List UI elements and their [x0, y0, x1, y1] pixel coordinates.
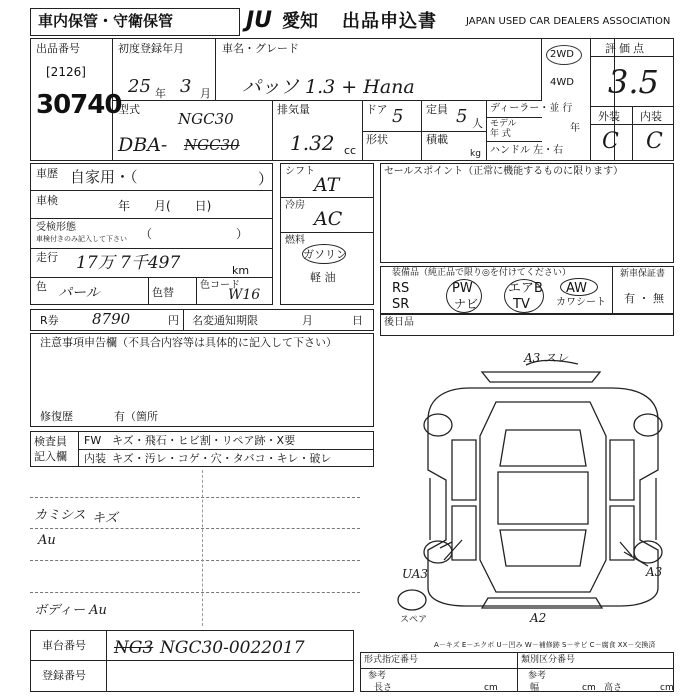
fuel-gasoline: ガソリン: [303, 248, 347, 261]
inspector-label: 検査員: [34, 435, 67, 448]
registration-month-value: 3: [180, 76, 192, 97]
after-goods-box: [380, 314, 674, 336]
option-pw: PW: [452, 281, 473, 296]
circle-pw-navi: [446, 279, 482, 313]
handwritten-note-2: キズ: [92, 511, 118, 526]
interior-grade-label: 内装: [640, 110, 662, 123]
registration-number-label: 登録番号: [42, 669, 86, 682]
warranty-value: 有 ・ 無: [624, 292, 664, 305]
recycle-unit: 円: [168, 314, 179, 327]
lot-label: 出品番号: [36, 42, 80, 55]
damage-mark-left: UA3: [402, 567, 429, 581]
sales-points-box: [380, 163, 674, 263]
history-value: 自家用・（: [70, 168, 138, 186]
dealer-parallel-label: ディーラー・並 行: [490, 103, 573, 114]
displacement-value: 1.32: [290, 131, 335, 155]
category-label: 類別区分番号: [521, 655, 576, 665]
length-label: 長さ: [374, 683, 393, 693]
model-year-label-2: 年 式: [490, 129, 511, 139]
model-type-label: 型式: [118, 103, 140, 116]
capacity-value: 5: [456, 106, 468, 127]
exterior-grade-label: 外装: [598, 110, 620, 123]
sales-points-label: セールスポイント（正常に機能するものに限ります）: [384, 166, 624, 177]
registration-year-unit: 年: [155, 87, 166, 100]
model-type-prefix: DBA-: [118, 134, 168, 156]
receipt-note: 車検付きのみ記入して下さい: [36, 235, 127, 243]
registration-month-unit: 月: [200, 87, 211, 100]
doors-label: ドア: [366, 103, 388, 116]
spare-tire-label: スペア: [400, 615, 428, 625]
evaluation-label: 評価点: [605, 42, 647, 55]
model-type-crossed: NGC30: [184, 136, 240, 154]
interior-label: 内装: [84, 452, 106, 465]
name-change-label: 名変通知期限: [192, 314, 258, 327]
color-code-label: 色コード: [200, 280, 240, 291]
load-unit: kg: [470, 149, 481, 159]
first-registration-label: 初度登録年月: [118, 42, 184, 55]
lot-number: 30740: [36, 90, 122, 120]
doors-value: 5: [392, 106, 404, 127]
receipt-paren: （ ）: [140, 227, 249, 241]
chassis-crossed: NG3: [114, 638, 154, 658]
capacity-label: 定員: [426, 103, 448, 116]
inspection-date: 年 月( 日): [118, 199, 212, 213]
load-label: 積載: [426, 133, 448, 146]
aircon-label: 冷房: [285, 200, 305, 211]
option-airbag: エアB: [508, 281, 543, 296]
lot-sub-number: [2126]: [46, 65, 86, 79]
chassis-number-label: 車台番号: [42, 639, 86, 652]
color-change-label: 色替: [152, 286, 174, 299]
color-value: パール: [58, 285, 100, 301]
repair-history-value: 有（箇所: [114, 410, 158, 423]
inspection-label: 車検: [36, 194, 58, 207]
handwritten-note-1: カミシス: [34, 508, 86, 523]
history-label: 車歴: [36, 167, 58, 180]
option-leather-seat: カワシート: [556, 297, 606, 308]
mileage-unit: km: [232, 264, 250, 277]
option-rs: RS: [392, 281, 410, 296]
damage-mark-right: A3: [646, 565, 663, 579]
fw-items: キズ・飛石・ヒビ割・リペア跡・X要: [112, 434, 296, 447]
handwritten-note-4: ボディー Au: [34, 603, 107, 618]
damage-mark-top: A3 スレ: [524, 351, 569, 365]
capacity-unit: 人: [472, 117, 483, 130]
fuel-diesel: 軽 油: [310, 271, 336, 284]
storage-label: 車内保管・守衛保管: [38, 12, 174, 30]
aircon-value: AC: [314, 208, 343, 230]
model-type-top: NGC30: [178, 110, 234, 128]
displacement-label: 排気量: [277, 103, 310, 116]
width-label: 幅: [530, 683, 540, 693]
inspector-label-2: 記入欄: [34, 450, 67, 463]
height-unit: cm: [660, 683, 674, 693]
car-name-label: 車名・グレード: [222, 42, 299, 55]
option-aw: AW: [566, 281, 588, 296]
after-goods-label: 後日品: [384, 317, 414, 328]
color-code-value: W16: [228, 287, 261, 303]
reference-label-1: 参考: [368, 671, 387, 681]
interior-grade: C: [646, 129, 663, 154]
circle-airbag-tv: [504, 279, 544, 313]
option-sr: SR: [392, 297, 410, 312]
receipt-label: 受検形態: [36, 222, 76, 233]
option-navi: ナビ: [454, 297, 479, 311]
mileage-value: 17万 7千497: [76, 253, 181, 273]
warranty-label: 新車保証書: [620, 269, 666, 279]
registration-year-value: 25: [128, 76, 151, 97]
notes-label: 注意事項申告欄（不具合内容等は具体的に記入して下さい）: [40, 336, 337, 349]
ju-logo: JU: [246, 8, 273, 33]
height-label: 高さ: [604, 683, 623, 693]
evaluation-score: 3.5: [608, 63, 659, 101]
shape-label: 形状: [366, 133, 388, 146]
recycle-label: R券: [40, 314, 59, 327]
association-name: JAPAN USED CAR DEALERS ASSOCIATION: [466, 16, 671, 27]
name-change-month: 月: [302, 314, 313, 327]
fuel-label: 燃料: [285, 235, 305, 246]
car-name-value: パッソ 1.3 + Hana: [242, 76, 415, 98]
form-title: 出品申込書: [342, 11, 437, 32]
fw-label: FW: [84, 434, 102, 447]
option-tv: TV: [513, 297, 530, 312]
damage-mark-bottom: A2: [530, 611, 547, 625]
history-paren: ）: [258, 170, 274, 188]
mileage-label: 走行: [36, 251, 58, 264]
handle-label: ハンドル 左・右: [490, 145, 564, 156]
shift-label: シフト: [285, 166, 315, 177]
damage-legend: A－キズ E－エクボ U－凹み W－補修跡 S－サビ C－腐食 XX－交換済: [434, 641, 656, 649]
displacement-unit: cc: [344, 144, 357, 157]
color-label: 色: [36, 280, 47, 293]
drive-4wd: 4WD: [550, 77, 574, 88]
width-unit: cm: [582, 683, 596, 693]
chassis-number-value: NGC30-0022017: [160, 638, 305, 658]
shift-value: AT: [314, 174, 340, 196]
model-year-label: モデル: [490, 119, 517, 129]
drive-2wd: 2WD: [550, 49, 574, 60]
name-change-day: 日: [352, 314, 363, 327]
length-unit: cm: [484, 683, 498, 693]
model-year-unit: 年: [570, 123, 580, 134]
org-name: 愛知: [282, 11, 318, 32]
interior-items: キズ・汚レ・コゲ・穴・タバコ・キレ・破レ: [112, 452, 332, 465]
circle-aw: [560, 278, 598, 296]
exterior-grade: C: [602, 129, 619, 154]
handwritten-note-3: Au: [38, 533, 56, 548]
recycle-value: 8790: [92, 310, 131, 328]
options-label: 装備品（純正品で限り◎を付けてください）: [392, 268, 571, 278]
model-spec-label: 形式指定番号: [364, 655, 419, 665]
repair-history-label: 修復歴: [40, 410, 73, 423]
reference-label-2: 参考: [528, 671, 547, 681]
